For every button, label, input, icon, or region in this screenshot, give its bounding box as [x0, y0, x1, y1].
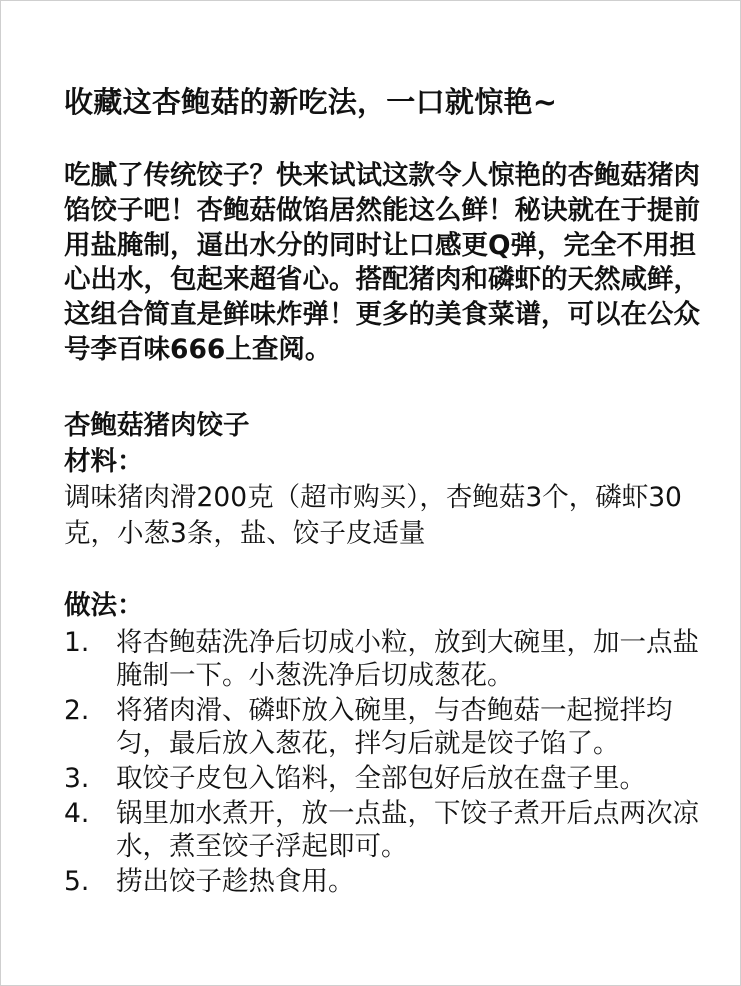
- recipe-name: 杏鲍菇猪肉饺子: [64, 409, 250, 441]
- method-step: [64, 762, 704, 795]
- method-label: 做法：: [64, 589, 144, 621]
- step-text: 锅里加水煮开，放一点盐，下饺子煮开后点两次凉水，煮至饺子浮起即可。: [116, 797, 699, 862]
- materials-label: 材料：: [64, 445, 144, 477]
- step-number: 1.: [64, 626, 90, 658]
- method-step: [64, 865, 704, 898]
- step-number: 3.: [64, 762, 90, 794]
- step-text: 取饺子皮包入馅料，全部包好后放在盘子里。: [116, 762, 646, 794]
- method-step: [64, 797, 704, 863]
- method-step: [64, 626, 704, 692]
- step-number: 4.: [64, 797, 90, 829]
- step-number: 2.: [64, 694, 90, 726]
- article-intro: 吃腻了传统饺子？快来试试这款令人惊艳的杏鲍菇猪肉馅饺子吧！杏鲍菇做馅居然能这么鲜！秘诀就在于提前用盐腌制，逼出水分的同时让口感更Q弹，完全不用担心出水，包起来超省心。搭配猪肉和磷虾的天然咸鲜，这组合简直是鲜味炸弹！更多的美食菜谱，可以在公众号李百味666上查阅。: [64, 160, 700, 365]
- materials-text: 调味猪肉滑200克（超市购买），杏鲍菇3个，磷虾30克，小葱3条，盐、饺子皮适量: [64, 481, 682, 549]
- step-text: 将猪肉滑、磷虾放入碗里，与杏鲍菇一起搅拌均匀，最后放入葱花，拌匀后就是饺子馅了。: [116, 694, 673, 759]
- article-content: [64, 81, 704, 900]
- article-title: 收藏这杏鲍菇的新吃法，一口就惊艳~: [64, 85, 558, 119]
- step-text: 将杏鲍菇洗净后切成小粒，放到大碗里，加一点盐腌制一下。小葱洗净后切成葱花。: [116, 626, 699, 691]
- method-step: [64, 694, 704, 760]
- step-number: 5.: [64, 865, 90, 897]
- step-text: 捞出饺子趁热食用。: [116, 865, 355, 897]
- method-steps: [64, 626, 704, 898]
